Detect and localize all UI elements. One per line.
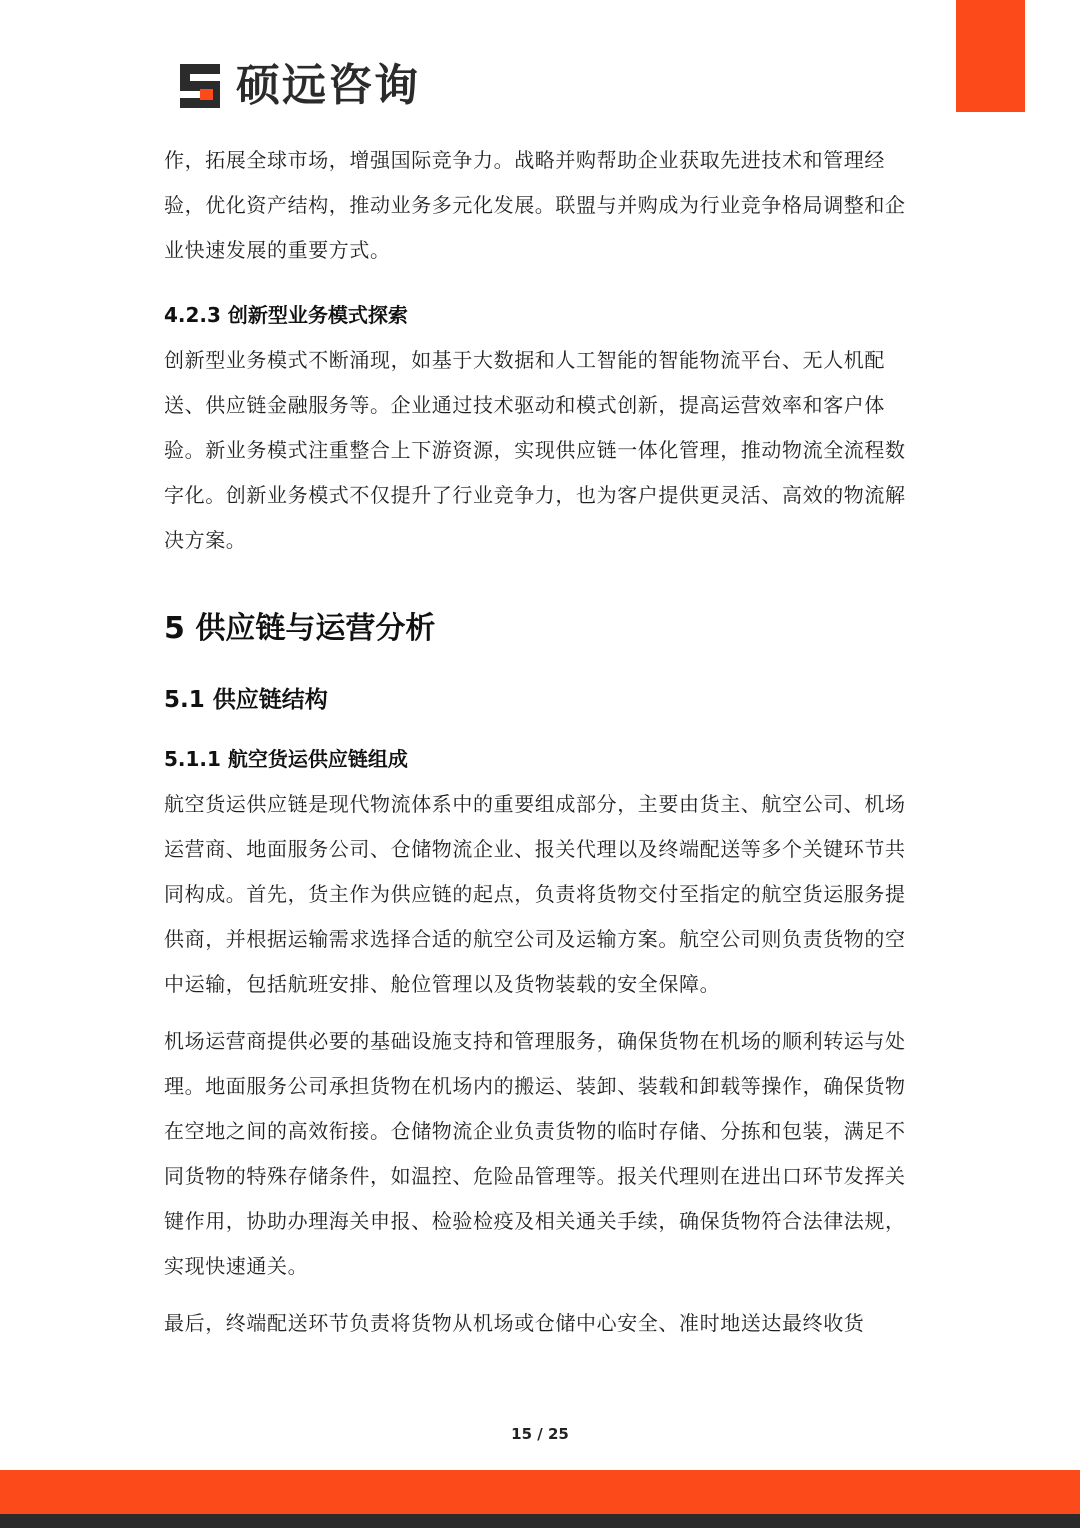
corner-accent-tab: [956, 0, 1025, 112]
heading-section-5: 5 供应链与运营分析: [164, 611, 436, 646]
heading-4-2-3: 4.2.3 创新型业务模式探索: [164, 303, 408, 327]
footer-dark-strip: [0, 1514, 1080, 1528]
paragraph-5-1-1-a: 航空货运供应链是现代物流体系中的重要组成部分，主要由货主、航空公司、机场运营商、地面服务公司、仓储物流企业、报关代理以及终端配送等多个关键环节共同构成。首先，货主作为供应链的起点，负责将货物交付至指定的航空货运服务提供商，并根据运输需求选择合适的航空公司及运输方案。航空公司则负责货物的空中运输，包括航班安排、舱位管理以及货物装载的安全保障。: [164, 792, 906, 996]
heading-5-1: 5.1 供应链结构: [164, 687, 328, 713]
brand-logo: [176, 60, 420, 112]
paragraph-intro: 作，拓展全球市场，增强国际竞争力。战略并购帮助企业获取先进技术和管理经验，优化资产结构，推动业务多元化发展。联盟与并购成为行业竞争格局调整和企业快速发展的重要方式。: [164, 148, 906, 262]
heading-5-1-1: 5.1.1 航空货运供应链组成: [164, 747, 408, 771]
brand-mark-icon: [176, 60, 228, 112]
paragraph-5-1-1-c: 最后，终端配送环节负责将货物从机场或仓储中心安全、准时地送达最终收货: [164, 1311, 865, 1335]
paragraph-4-2-3: 创新型业务模式不断涌现，如基于大数据和人工智能的智能物流平台、无人机配送、供应链金融服务等。企业通过技术驱动和模式创新，提高运营效率和客户体验。新业务模式注重整合上下游资源，实现供应链一体化管理，推动物流全流程数字化。创新业务模式不仅提升了行业竞争力，也为客户提供更灵活、高效的物流解决方案。: [164, 348, 906, 552]
brand-name: 硕远咨询: [236, 60, 420, 111]
document-body: [164, 138, 924, 1346]
footer-accent-bar: [0, 1470, 1080, 1514]
page-number: 15 / 25: [511, 1425, 569, 1443]
paragraph-5-1-1-b: 机场运营商提供必要的基础设施支持和管理服务，确保货物在机场的顺利转运与处理。地面服务公司承担货物在机场内的搬运、装卸、装载和卸载等操作，确保货物在空地之间的高效衔接。仓储物流企业负责货物的临时存储、分拣和包装，满足不同货物的特殊存储条件，如温控、危险品管理等。报关代理则在进出口环节发挥关键作用，协助办理海关申报、检验检疫及相关通关手续，确保货物符合法律法规，实现快速通关。: [164, 1029, 906, 1278]
